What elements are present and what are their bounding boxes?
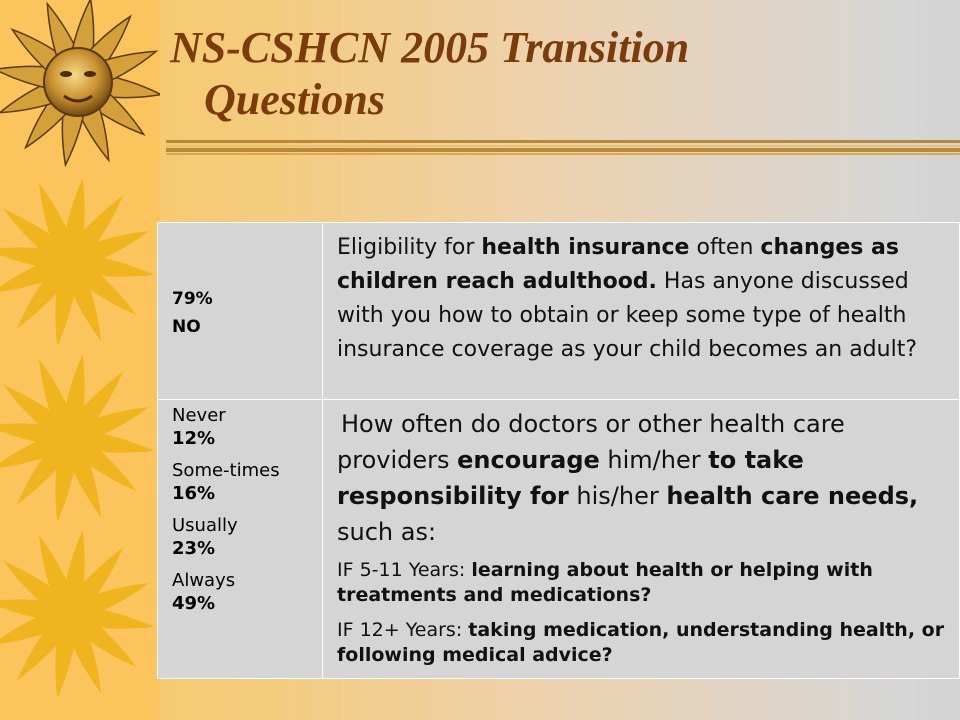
question-emphasis: to take responsibility for	[337, 446, 804, 510]
sun-icon	[0, 178, 154, 346]
sun-icon	[0, 530, 154, 698]
question-text: such as:	[337, 518, 437, 546]
sub-question	[337, 558, 949, 608]
question-text	[337, 406, 949, 550]
result-cell	[158, 400, 323, 679]
result-label: Always	[172, 570, 236, 591]
question-text: often	[689, 235, 761, 260]
table-row	[158, 223, 960, 400]
question-emphasis: health care needs,	[666, 482, 919, 510]
question-text: his/her	[568, 482, 667, 510]
slide-title	[170, 22, 689, 126]
result-percent: 12%	[172, 428, 216, 449]
result-label: Usually	[172, 515, 238, 536]
result-percent: 49%	[172, 593, 216, 614]
question-cell	[323, 223, 960, 400]
sub-question-label: IF 5-11 Years:	[337, 559, 472, 581]
sub-question-label: IF 12+ Years:	[337, 619, 469, 641]
result-label: Some-times	[172, 460, 280, 481]
result-sometimes	[172, 459, 314, 505]
result-never	[172, 404, 314, 450]
question-cell	[323, 400, 960, 679]
question-text: Has anyone discussed with you how to obtain or keep some type of health insurance coverage as your child becomes an adult?	[337, 269, 918, 362]
survey-table	[157, 222, 960, 679]
result-cell	[158, 223, 323, 400]
result-label: Never	[172, 405, 226, 426]
question-text: How often do doctors or other health care providers	[337, 410, 845, 474]
question-emphasis: health insurance	[481, 235, 690, 260]
title-line-2: Questions	[204, 75, 385, 124]
answer-label: NO	[172, 317, 201, 337]
question-emphasis: encourage	[457, 446, 600, 474]
title-line-1: NS-CSHCN 2005 Transition	[170, 23, 690, 72]
question-text: him/her	[599, 446, 709, 474]
sun-face-icon	[0, 0, 160, 165]
sun-decorations	[0, 0, 160, 720]
title-divider	[166, 138, 960, 158]
percent-value: 79%	[172, 289, 213, 309]
sub-question	[337, 618, 949, 668]
question-text: Eligibility for	[337, 235, 482, 260]
question-emphasis: changes as children reach adulthood.	[337, 235, 899, 294]
sun-icon	[0, 354, 154, 522]
table-row	[158, 400, 960, 679]
sub-question-text: learning about health or helping with treatments and medications?	[337, 559, 873, 606]
sub-question-text: taking medication, understanding health, or following medical advice?	[337, 619, 945, 666]
result-percent: 23%	[172, 538, 216, 559]
result-usually	[172, 514, 314, 560]
result-percent: 16%	[172, 483, 216, 504]
result-always	[172, 569, 314, 615]
